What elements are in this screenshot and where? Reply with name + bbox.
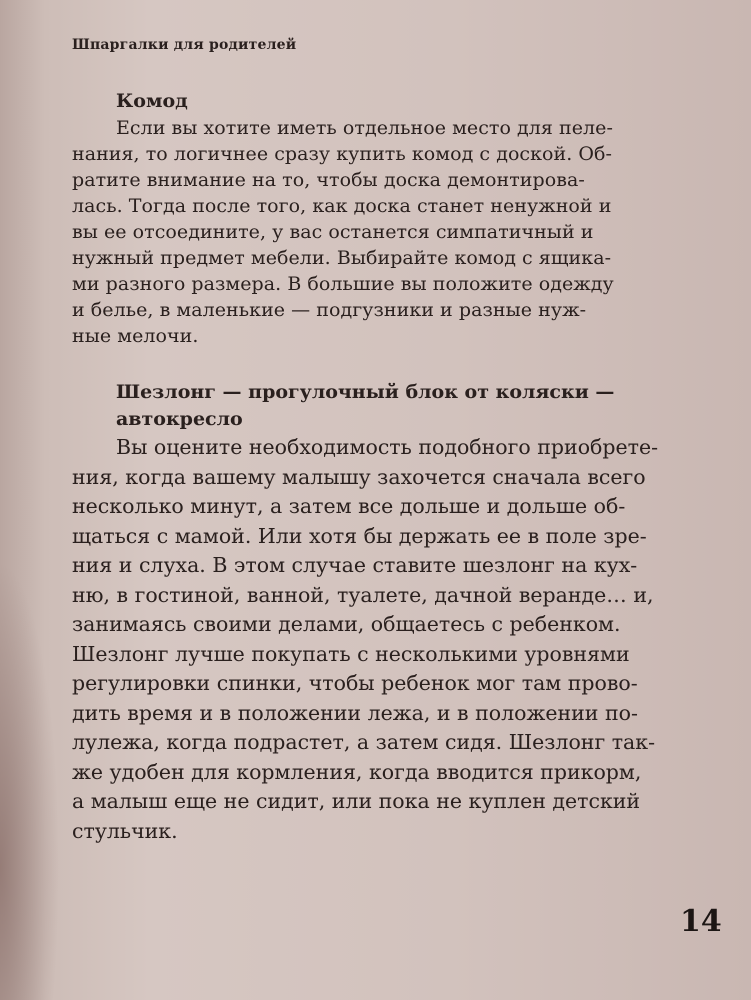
section-title-shezlong-line1: Шезлонг — прогулочный блок от коляски — xyxy=(116,381,615,403)
text-line: лулежа, когда подрастет, а затем сидя. Шезлонг так- xyxy=(72,730,656,754)
text-line: несколько минут, а затем все дольше и дольше об- xyxy=(72,494,626,518)
text-line: ми разного размера. В большие вы положите одежду xyxy=(72,273,614,295)
text-line: ные мелочи. xyxy=(72,325,199,347)
text-line: а малыш еще не сидит, или пока не куплен детский xyxy=(72,789,641,813)
text-line: ния и слуха. В этом случае ставите шезлонг на кух- xyxy=(72,553,638,577)
text-line: занимаясь своими делами, общаетесь с ребенком. xyxy=(72,612,621,636)
text-line: Шезлонг лучше покупать с несколькими уровнями xyxy=(72,641,630,666)
text-line: регулировки спинки, чтобы ребенок мог там прово- xyxy=(72,671,638,695)
section-title-shezlong-line2: автокресло xyxy=(116,408,243,430)
text-line: щаться с мамой. Или хотя бы держать ее в поле зре- xyxy=(72,523,647,548)
section-komod xyxy=(72,88,681,349)
page-content xyxy=(72,88,681,846)
text-line: Вы оцените необходимость подобного приобрете- xyxy=(116,435,659,459)
text-line: вы ее отсоедините, у вас останется симпатичный и xyxy=(72,221,594,243)
running-head: Шпаргалки для родителей xyxy=(72,37,297,53)
text-line: ню, в гостиной, ванной, туалете, дачной веранде… и, xyxy=(72,582,654,607)
text-line: дить время и в положении лежа, и в положении по- xyxy=(72,700,638,725)
page-number: 14 xyxy=(680,904,722,939)
section-shezlong xyxy=(72,379,681,846)
text-line: ратите внимание на то, чтобы доска демонтирова- xyxy=(72,169,585,191)
text-line: и белье, в маленькие — подгузники и разные нуж- xyxy=(72,299,587,321)
page-shadow xyxy=(0,560,60,1000)
text-line: Если вы хотите иметь отдельное место для пеле- xyxy=(116,117,613,139)
text-line: нужный предмет мебели. Выбирайте комод с ящика- xyxy=(72,247,612,269)
text-line: стульчик. xyxy=(72,818,178,843)
section-title-komod: Комод xyxy=(116,90,188,112)
text-line: же удобен для кормления, когда вводится прикорм, xyxy=(72,759,642,784)
text-line: лась. Тогда после того, как доска станет ненужной и xyxy=(72,195,612,217)
text-line: нания, то логичнее сразу купить комод с доской. Об- xyxy=(72,143,613,165)
text-line: ния, когда вашему малышу захочется сначала всего xyxy=(72,464,646,489)
section-gap xyxy=(116,349,681,375)
